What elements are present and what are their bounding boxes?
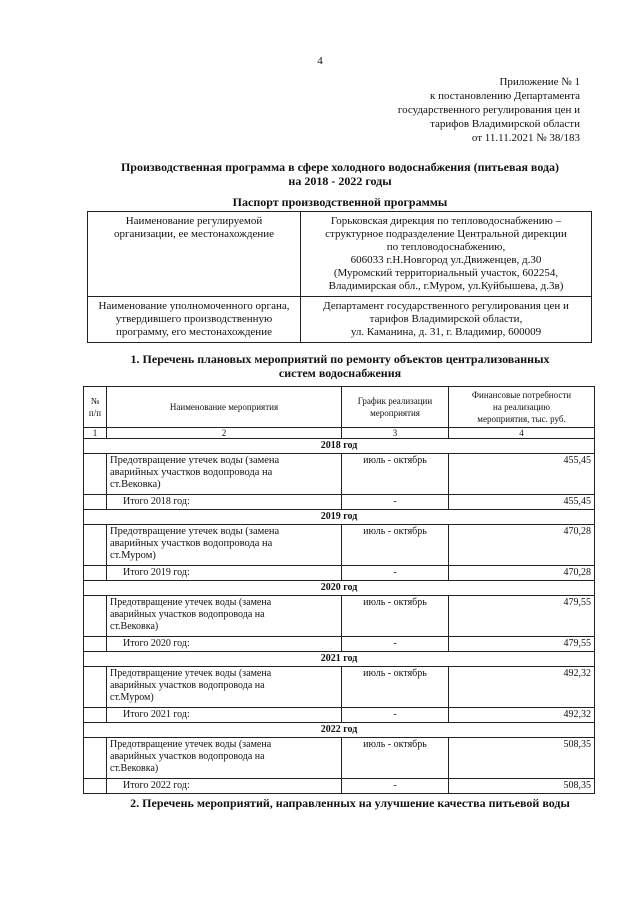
header-finance [449,387,595,428]
text-line: Владимирская обл., г.Муром, ул.Куйбышева, д.3в) [328,280,564,292]
text-line: Предотвращение утечек воды (замена [110,526,280,537]
total-value: 508,35 [449,779,595,794]
document-title [80,160,600,188]
total-value: 492,32 [449,708,595,723]
row-number [84,779,107,794]
text-line: Департамент государственного регулирования цен и [323,300,569,312]
row-number [84,566,107,581]
passport-title: Паспорт производственной программы [232,195,448,209]
year-row [84,439,595,454]
year-label: 2020 год [84,581,595,596]
header-name: Наименование мероприятия [107,387,342,428]
page-number: 4 [317,55,323,67]
measure-name [107,596,342,637]
total-label: Итого 2019 год: [107,566,342,581]
measure-name [107,738,342,779]
total-label: Итого 2018 год: [107,495,342,510]
text-line: организации, ее местонахождение [113,228,275,240]
text-line: по тепловодоснабжению, [386,241,506,253]
year-label: 2022 год [84,723,595,738]
title-line: на 2018 - 2022 годы [288,174,392,188]
text-line: мероприятия [370,408,420,418]
text-line: программу, его местонахождение [116,326,272,338]
column-number: 4 [449,428,595,439]
total-row [84,779,595,794]
total-label: Итого 2021 год: [107,708,342,723]
total-schedule: - [342,708,449,723]
total-row [84,637,595,652]
text-line: Предотвращение утечек воды (замена [110,455,280,466]
year-label: 2018 год [84,439,595,454]
measure-schedule: июль - октябрь [342,596,449,637]
text-line: на реализацию [493,402,550,412]
row-number [84,637,107,652]
text-line: Горьковская дирекция по тепловодоснабжению – [330,215,562,227]
total-schedule: - [342,495,449,510]
total-value: 479,55 [449,637,595,652]
text-line: Наименование уполномоченного органа, [98,300,290,312]
text-line: тарифов Владимирской области, [369,313,523,325]
header-number [84,387,107,428]
table-row [84,454,595,495]
heading-line: 1. Перечень плановых мероприятий по ремонту объектов централизованных [130,352,550,366]
measure-name [107,525,342,566]
row-number [84,454,107,495]
measures-table [83,386,595,794]
text-line: ст.Вековка) [110,763,159,774]
section-1-heading [90,352,590,380]
row-number [84,738,107,779]
text-line: аварийных участков водопровода на [110,609,265,620]
text-line: ст.Муром) [110,550,156,561]
year-row [84,581,595,596]
measure-value: 508,35 [449,738,595,779]
total-value: 470,28 [449,566,595,581]
text-line: ст.Муром) [110,692,154,703]
table-row [84,596,595,637]
column-number-row [84,428,595,439]
total-row [84,495,595,510]
measure-schedule: июль - октябрь [342,525,449,566]
table-row [84,738,595,779]
appendix-line: от 11.11.2021 № 38/183 [471,132,580,144]
year-label: 2021 год [84,652,595,667]
total-value: 455,45 [449,495,595,510]
table-row [84,667,595,708]
total-schedule: - [342,637,449,652]
row-number [84,667,107,708]
text-line: (Муромский территориальный участок, 602254, [333,267,559,279]
text-line: структурное подразделение Центральной дирекции [325,228,567,240]
appendix-line: Приложение № 1 [499,76,580,88]
text-line: ул. Каманина, д. 31, г. Владимир, 600009 [350,326,542,338]
text-line: № [90,396,100,406]
row-number [84,596,107,637]
text-line: Предотвращение утечек воды (замена [110,597,272,608]
total-label: Итого 2020 год: [107,637,342,652]
measure-schedule: июль - октябрь [342,738,449,779]
passport-row [88,297,592,343]
total-schedule: - [342,566,449,581]
table-row [84,525,595,566]
year-row [84,723,595,738]
total-schedule: - [342,779,449,794]
text-line: мероприятия, тыс. руб. [477,414,566,424]
title-line: Производственная программа в сфере холодного водоснабжения (питьевая вода) [120,160,560,174]
appendix-note [398,75,580,145]
measure-value: 455,45 [449,454,595,495]
measure-value: 479,55 [449,596,595,637]
column-number: 3 [342,428,449,439]
heading-line: систем водоснабжения [278,366,402,380]
section-2-heading: 2. Перечень мероприятий, направленных на улучшение качества питьевой воды [130,796,570,810]
measure-name [107,667,342,708]
row-number [84,525,107,566]
text-line: аварийных участков водопровода на [110,680,265,691]
passport-value [301,297,592,343]
appendix-line: к постановлению Департамента [429,90,580,102]
row-number [84,708,107,723]
text-line: утвердившего производственную [115,313,273,325]
passport-table [87,211,592,343]
measure-schedule: июль - октябрь [342,667,449,708]
text-line: аварийных участков водопровода на [110,467,273,478]
total-row [84,566,595,581]
text-line: Наименование регулируемой [125,215,263,227]
passport-label [88,212,301,297]
passport-label [88,297,301,343]
text-line: Финансовые потребности [471,390,572,400]
column-number: 2 [107,428,342,439]
total-row [84,708,595,723]
measure-name [107,454,342,495]
header-schedule [342,387,449,428]
text-line: аварийных участков водопровода на [110,538,273,549]
passport-value [301,212,592,297]
text-line: ст.Вековка) [110,621,159,632]
year-row [84,652,595,667]
year-row [84,510,595,525]
text-line: График реализации [357,396,433,406]
row-number [84,495,107,510]
appendix-line: тарифов Владимирской области [430,118,580,130]
text-line: 606033 г.Н.Новгород ул.Движенцев, д.30 [350,254,542,266]
text-line: п/п [88,408,102,418]
passport-row [88,212,592,297]
text-line: Предотвращение утечек воды (замена [110,668,272,679]
measure-schedule: июль - октябрь [342,454,449,495]
column-number: 1 [84,428,107,439]
text-line: аварийных участков водопровода на [110,751,265,762]
text-line: ст.Вековка) [110,479,161,490]
total-label: Итого 2022 год: [107,779,342,794]
measure-value: 492,32 [449,667,595,708]
text-line: Предотвращение утечек воды (замена [110,739,272,750]
measure-value: 470,28 [449,525,595,566]
year-label: 2019 год [84,510,595,525]
table-header-row [84,387,595,428]
appendix-line: государственного регулирования цен и [397,104,580,116]
